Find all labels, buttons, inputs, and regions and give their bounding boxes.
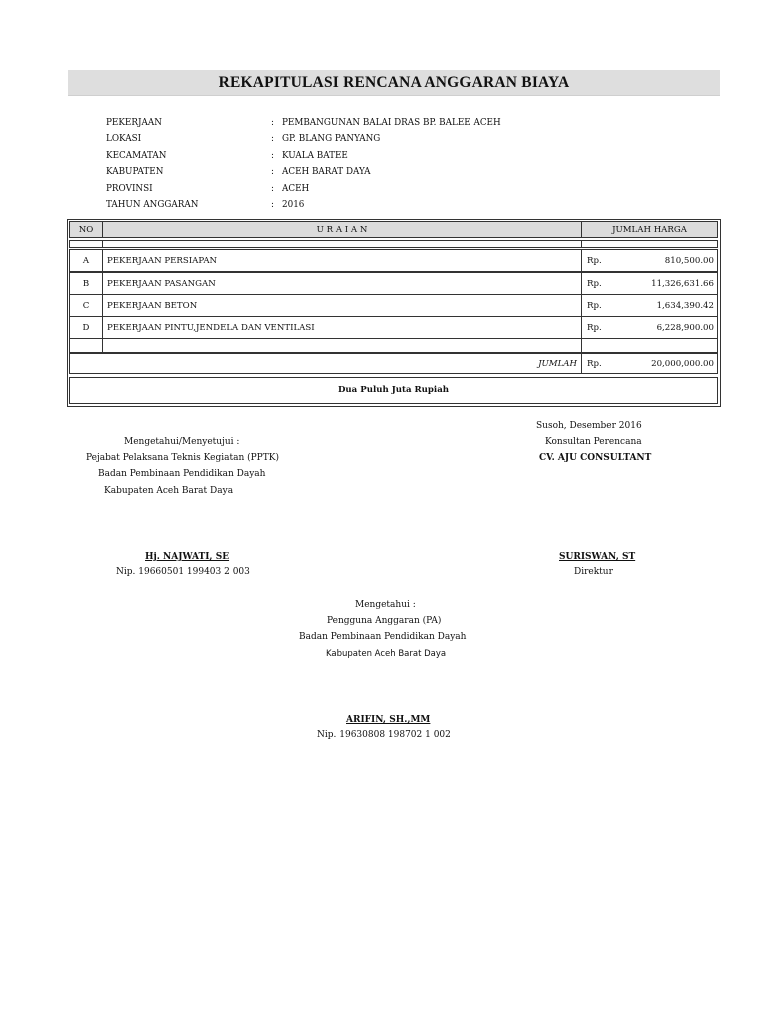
total-amount: 20,000,000.00 <box>651 359 714 369</box>
center-sign-name: ARIFIN, SH.,MM <box>346 715 431 725</box>
right-sign-company: CV. AJU CONSULTANT <box>539 453 652 463</box>
left-sign-nip: Nip. 19660501 199403 2 003 <box>116 567 250 577</box>
info-row-kabupaten <box>106 166 666 182</box>
info-label: LOKASI <box>106 134 142 145</box>
left-sign-line1: Mengetahui/Menyetujui : <box>124 437 240 447</box>
row-a-uraian-cell <box>102 249 582 272</box>
row-amount: 11,326,631.66 <box>651 279 714 289</box>
row-no: D <box>82 323 90 333</box>
empty-cell <box>102 338 582 353</box>
info-value: KUALA BATEE <box>282 150 348 161</box>
spacer-cell <box>69 240 103 248</box>
info-colon: : <box>271 118 274 128</box>
info-label: KABUPATEN <box>106 167 164 178</box>
center-sign-nip: Nip. 19630808 198702 1 002 <box>317 730 451 740</box>
row-uraian: PEKERJAAN PINTU,JENDELA DAN VENTILASI <box>107 323 315 333</box>
right-sign-name: SURISWAN, ST <box>559 552 636 562</box>
info-value: 2016 <box>282 199 305 210</box>
header-no-cell <box>69 221 103 238</box>
empty-cell <box>69 338 103 353</box>
left-sign-line3: Badan Pembinaan Pendidikan Dayah <box>98 469 266 479</box>
info-row-kecamatan <box>106 150 666 166</box>
row-a-no-cell <box>69 249 103 272</box>
row-c-uraian-cell <box>102 294 582 317</box>
info-value: ACEH BARAT DAYA <box>282 167 371 178</box>
terbilang-cell <box>69 377 718 404</box>
total-amount-cell <box>581 353 718 374</box>
row-amount: 810,500.00 <box>664 256 714 266</box>
left-sign-line2: Pejabat Pelaksana Teknis Kegiatan (PPTK) <box>86 453 279 463</box>
center-sign-line1: Mengetahui : <box>355 600 416 610</box>
row-currency: Rp. <box>587 279 602 289</box>
right-sign-position: Direktur <box>574 567 613 577</box>
left-sign-line4: Kabupaten Aceh Barat Daya <box>104 486 234 496</box>
header-uraian: U R A I A N <box>316 225 368 235</box>
row-b-amount-cell <box>581 272 718 295</box>
info-value: ACEH <box>282 183 310 194</box>
center-sign-line4: Kabupaten Aceh Barat Daya <box>326 649 447 659</box>
row-b-uraian-cell <box>102 272 582 295</box>
center-sign-line2: Pengguna Anggaran (PA) <box>327 616 442 626</box>
info-row-pekerjaan <box>106 117 666 133</box>
info-row-lokasi <box>106 133 666 149</box>
right-sign-place-date: Susoh, Desember 2016 <box>536 421 642 431</box>
info-colon: : <box>271 183 274 194</box>
row-amount: 1,634,390.42 <box>656 301 714 311</box>
row-no: B <box>82 279 90 289</box>
info-colon: : <box>271 199 274 210</box>
header-jumlah-cell <box>581 221 718 238</box>
terbilang-text: Dua Puluh Juta Rupiah <box>337 385 450 395</box>
document-title: REKAPITULASI RENCANA ANGGARAN BIAYA <box>218 73 570 91</box>
budget-table <box>67 219 721 407</box>
row-currency: Rp. <box>587 256 602 266</box>
row-uraian: PEKERJAAN PERSIAPAN <box>107 256 218 266</box>
info-label: TAHUN ANGGARAN <box>106 199 199 210</box>
info-label: KECAMATAN <box>106 150 167 161</box>
row-c-no-cell <box>69 294 103 317</box>
spacer-cell <box>581 240 718 248</box>
spacer-cell <box>102 240 582 248</box>
row-no: C <box>82 301 90 311</box>
info-row-tahun-anggaran <box>106 199 666 215</box>
info-label: PEKERJAAN <box>106 118 162 128</box>
header-no: NO <box>78 225 94 235</box>
total-label-cell <box>69 353 582 374</box>
row-uraian: PEKERJAAN PASANGAN <box>107 279 216 289</box>
center-sign-line3: Badan Pembinaan Pendidikan Dayah <box>299 632 467 642</box>
row-d-no-cell <box>69 316 103 339</box>
row-d-uraian-cell <box>102 316 582 339</box>
row-currency: Rp. <box>587 301 602 311</box>
total-label: JUMLAH <box>538 359 577 369</box>
right-sign-line1: Konsultan Perencana <box>545 437 642 447</box>
row-c-amount-cell <box>581 294 718 317</box>
row-b-no-cell <box>69 272 103 295</box>
header-uraian-cell <box>102 221 582 238</box>
row-a-amount-cell <box>581 249 718 272</box>
row-no: A <box>82 256 90 266</box>
row-d-amount-cell <box>581 316 718 339</box>
empty-cell <box>581 338 718 353</box>
info-colon: : <box>271 167 274 178</box>
total-currency: Rp. <box>587 359 602 369</box>
header-jumlah: JUMLAH HARGA <box>612 225 687 235</box>
info-value: PEMBANGUNAN BALAI DRAS BP. BALEE ACEH <box>282 118 501 128</box>
info-value: GP. BLANG PANYANG <box>282 134 381 145</box>
info-row-provinsi <box>106 183 666 199</box>
row-currency: Rp. <box>587 323 602 333</box>
project-info <box>106 117 666 215</box>
info-colon: : <box>271 134 274 145</box>
left-sign-name: Hj. NAJWATI, SE <box>145 552 230 562</box>
row-uraian: PEKERJAAN BETON <box>107 301 198 311</box>
row-amount: 6,228,900.00 <box>656 323 714 333</box>
info-label: PROVINSI <box>106 183 153 194</box>
info-colon: : <box>271 150 274 161</box>
document-title-bar <box>68 70 720 96</box>
